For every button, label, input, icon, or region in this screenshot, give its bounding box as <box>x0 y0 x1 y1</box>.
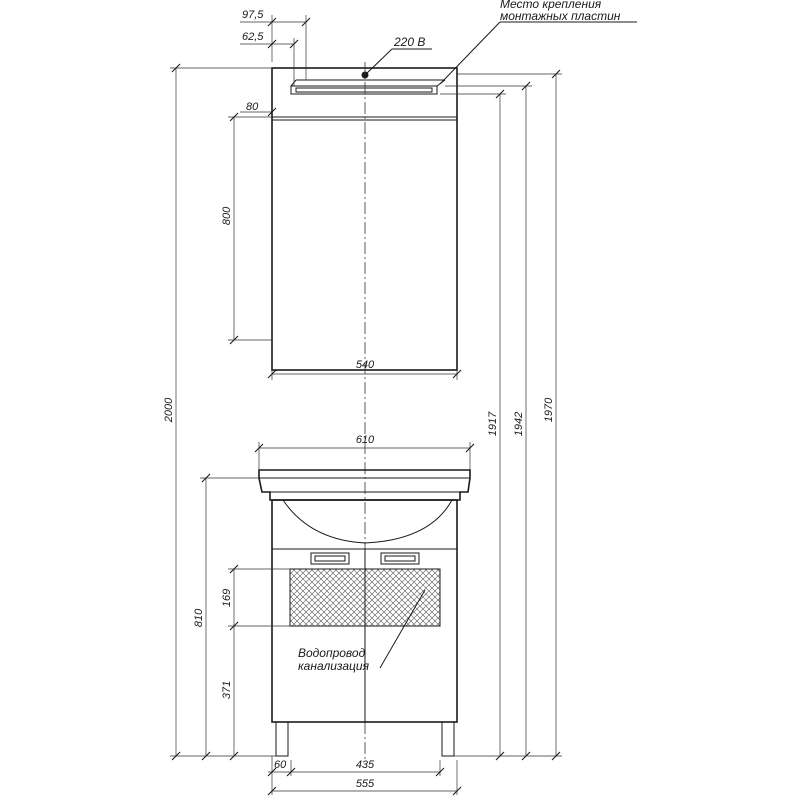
water-label-line1: Водопровод <box>298 646 366 660</box>
water-label-line2: канализация <box>298 659 369 673</box>
dim-1970: 1970 <box>543 397 555 423</box>
dim-371: 371 <box>221 680 233 700</box>
dim-435: 435 <box>355 759 375 771</box>
mirror-cabinet <box>272 22 637 370</box>
mounting-label-line2: монтажных пластин <box>500 9 621 23</box>
dim-80: 80 <box>246 101 259 113</box>
dim-62-5: 62,5 <box>242 31 264 43</box>
dim-540: 540 <box>355 359 375 371</box>
dim-800: 800 <box>221 206 233 226</box>
mounting-label-line1: Место крепления <box>500 0 602 11</box>
dimension-lines <box>170 15 562 795</box>
voltage-label: 220 В <box>394 35 426 49</box>
dim-60: 60 <box>274 759 287 771</box>
dim-1917: 1917 <box>487 411 499 437</box>
dim-1942: 1942 <box>513 411 525 437</box>
dim-810: 810 <box>193 608 205 628</box>
dim-2000: 2000 <box>163 397 175 423</box>
dim-555: 555 <box>355 778 375 790</box>
dim-97-5: 97,5 <box>242 9 264 21</box>
dim-169: 169 <box>221 588 233 608</box>
vanity-cabinet <box>259 470 470 756</box>
dim-610: 610 <box>355 434 375 446</box>
